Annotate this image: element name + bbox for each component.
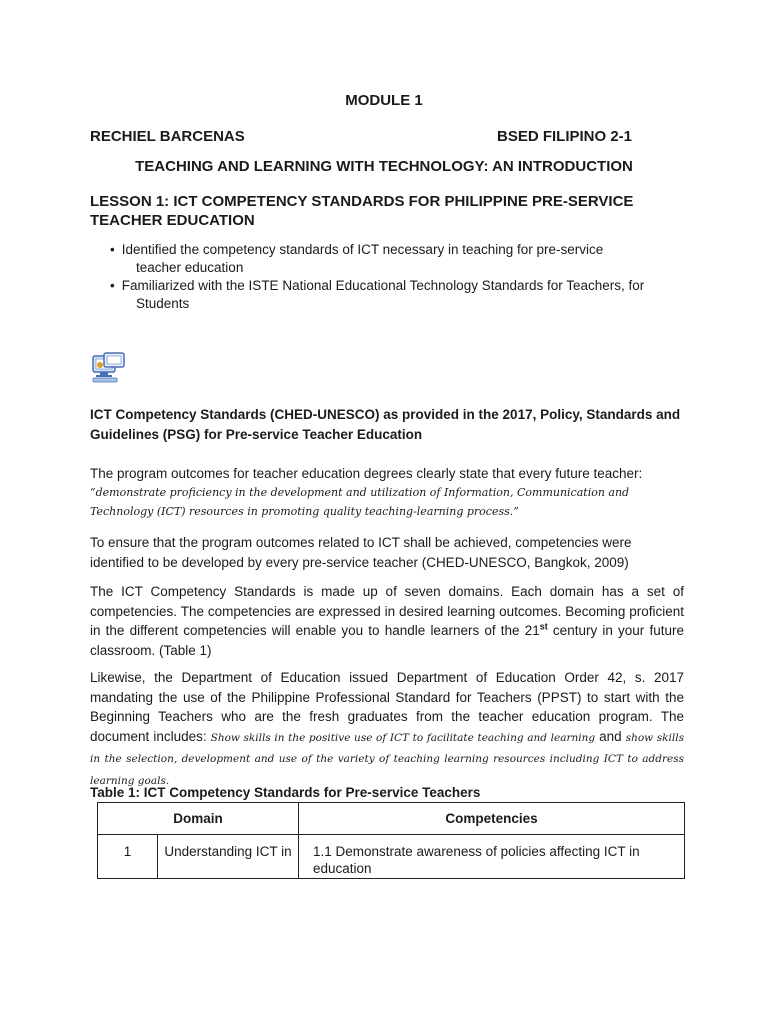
objective-item bbox=[110, 241, 700, 277]
course-section: BSED FILIPINO 2-1 bbox=[497, 128, 633, 145]
objective-text: Familiarized with the ISTE National Educational Technology Standards for Teachers, for bbox=[121, 278, 645, 293]
header-competencies: Competencies bbox=[299, 803, 685, 835]
deped-italic-1: Show skills in the positive use of ICT to facilitate teaching and learning bbox=[210, 731, 596, 744]
computer-screens-icon bbox=[90, 352, 126, 384]
competency-table bbox=[97, 802, 685, 879]
deped-and: and bbox=[595, 728, 626, 744]
objective-text: Identified the competency standards of ICT necessary in teaching for pre-service bbox=[121, 242, 604, 257]
paragraph-domains-text: The ICT Competency Standards is made up of seven domains. Each domain has a set of competencies. The competencies are expressed in desired learning outcomes. Becoming proficient in the different competencies will enable you to handle learners of the 21 bbox=[90, 584, 684, 638]
objective-text-continued: Students bbox=[136, 296, 190, 311]
author-name: RECHIEL BARCENAS bbox=[90, 128, 245, 145]
objective-text-continued: teacher education bbox=[136, 260, 244, 275]
paragraph-deped-order bbox=[90, 668, 684, 791]
superscript-st: st bbox=[539, 621, 548, 632]
lesson-objectives bbox=[110, 241, 700, 313]
outcome-quote: “demonstrate proficiency in the development and utilization of Information, Communication and Technology (ICT) resources in promoting quality teaching-learning process.” bbox=[90, 486, 630, 518]
document-title: TEACHING AND LEARNING WITH TECHNOLOGY: AN INTRODUCTION bbox=[135, 158, 633, 175]
paragraph-competencies: To ensure that the program outcomes related to ICT shall be achieved, competencies were identified to be developed by every pre-service teacher (CHED-UNESCO, Bangkok, 2009) bbox=[90, 535, 632, 570]
paragraph-domains-end: century in your future classroom. (Table 1) bbox=[90, 623, 684, 658]
bullet-icon: • bbox=[110, 242, 115, 257]
deped-order-text: Likewise, the Department of Education issued Department of Education Order 42, s. 2017 mandating the use of the Philippine Professional Standard for Teachers (PPST) to start with the Beginning Teachers who are the fresh graduates from the teacher education program. The document includes: bbox=[90, 670, 684, 744]
header-domain: Domain bbox=[98, 803, 299, 835]
table-caption: Table 1: ICT Competency Standards for Pre-service Teachers bbox=[90, 785, 481, 800]
row-domain: Understanding ICT in bbox=[158, 835, 299, 879]
paragraph-domains bbox=[90, 582, 684, 660]
lesson-title: LESSON 1: ICT COMPETENCY STANDARDS FOR PHILIPPINE PRE-SERVICE TEACHER EDUCATION bbox=[90, 193, 634, 229]
deped-end: . bbox=[165, 774, 170, 787]
deped-italic-2: show skills in the selection, development and use of the variety of teaching learning resources including ICT to address learning goals bbox=[90, 731, 684, 787]
bullet-icon: • bbox=[110, 278, 115, 293]
module-title: MODULE 1 bbox=[345, 92, 423, 109]
row-competency: 1.1 Demonstrate awareness of policies affecting ICT in education bbox=[299, 835, 685, 879]
table-row bbox=[98, 835, 685, 879]
section-heading: ICT Competency Standards (CHED-UNESCO) as provided in the 2017, Policy, Standards and Guidelines (PSG) for Pre-service Teacher Education bbox=[90, 407, 681, 442]
row-number: 1 bbox=[98, 835, 158, 879]
table-header-row bbox=[98, 803, 685, 835]
paragraph-program-outcomes: The program outcomes for teacher education degrees clearly state that every future teacher: bbox=[90, 466, 643, 481]
objective-item bbox=[110, 277, 700, 313]
